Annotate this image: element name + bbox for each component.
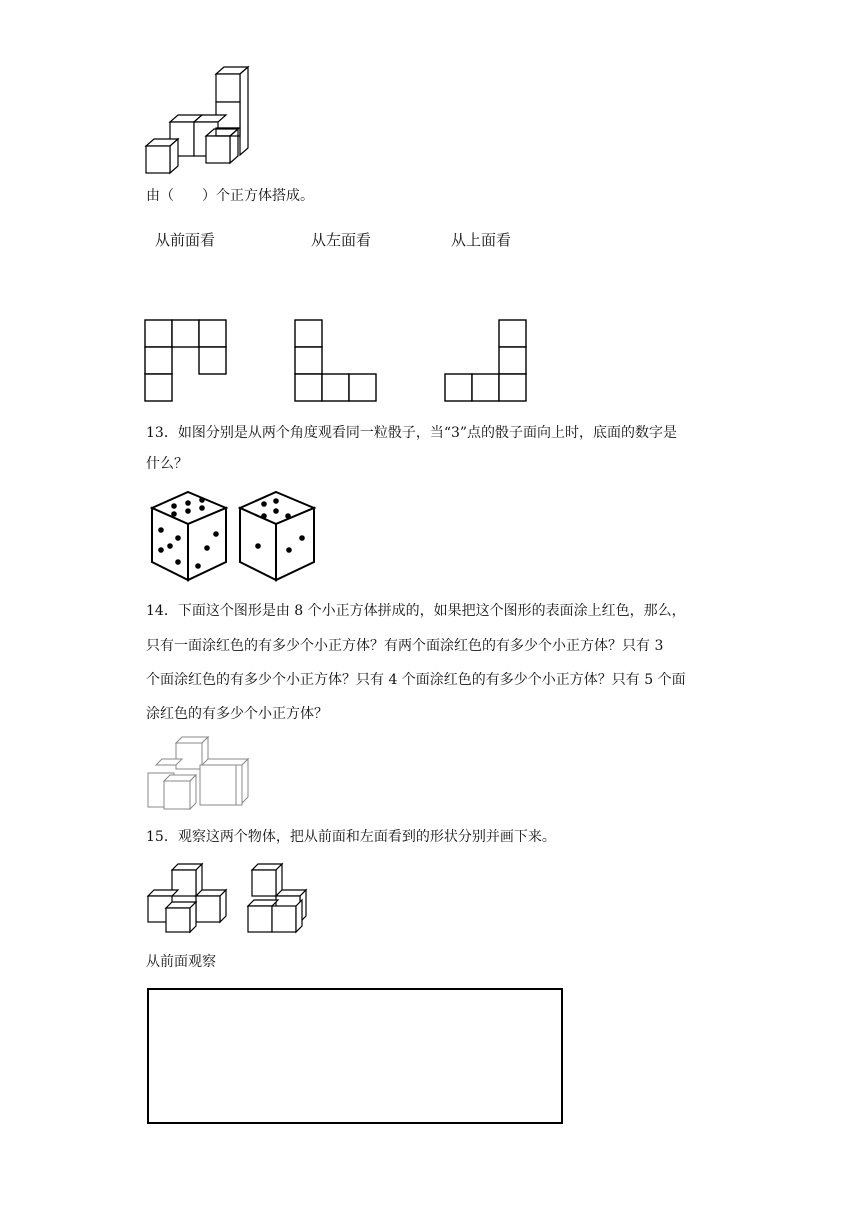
dice-view-2 [238,490,318,582]
left-view-label: 从左面看 [311,231,372,249]
object-2-figure [244,860,316,934]
front-view-grid [144,319,229,404]
left-view-grid [294,319,379,404]
q14-line-4: 涂红色的有多少个小正方体？ [146,706,328,722]
front-observe-label: 从前面观察 [146,954,216,970]
q15-line-1: 15．观察这两个物体，把从前面和左面看到的形状分别并画下来。 [146,829,556,845]
q14-line-3: 个面涂红色的有多少个小正方体？只有 4 个面涂红色的有多少个小正方体？只有 5 个面 [146,672,686,688]
top-view-grid [444,319,529,404]
q13-line-1: 13．如图分别是从两个角度观看同一粒骰子，当“3”点的骰子面向上时，底面的数字是 [146,425,678,441]
q12-caption: 由（ ）个正方体搭成。 [146,188,314,204]
cube-stack-figure [140,64,260,179]
q13-line-2: 什么？ [146,456,188,472]
q14-line-1: 14．下面这个图形是由 8 个小正方体拼成的，如果把这个图形的表面涂上红色，那么， [146,603,686,619]
eight-cube-figure [146,735,256,815]
object-1-figure [144,860,234,934]
front-view-label: 从前面看 [155,231,216,249]
dice-view-1 [150,490,230,582]
q14-line-2: 只有一面涂红色的有多少个小正方体？有两个面涂红色的有多少个小正方体？只有 3 [146,638,664,654]
answer-drawing-box[interactable] [147,988,563,1124]
top-view-label: 从上面看 [451,231,512,249]
